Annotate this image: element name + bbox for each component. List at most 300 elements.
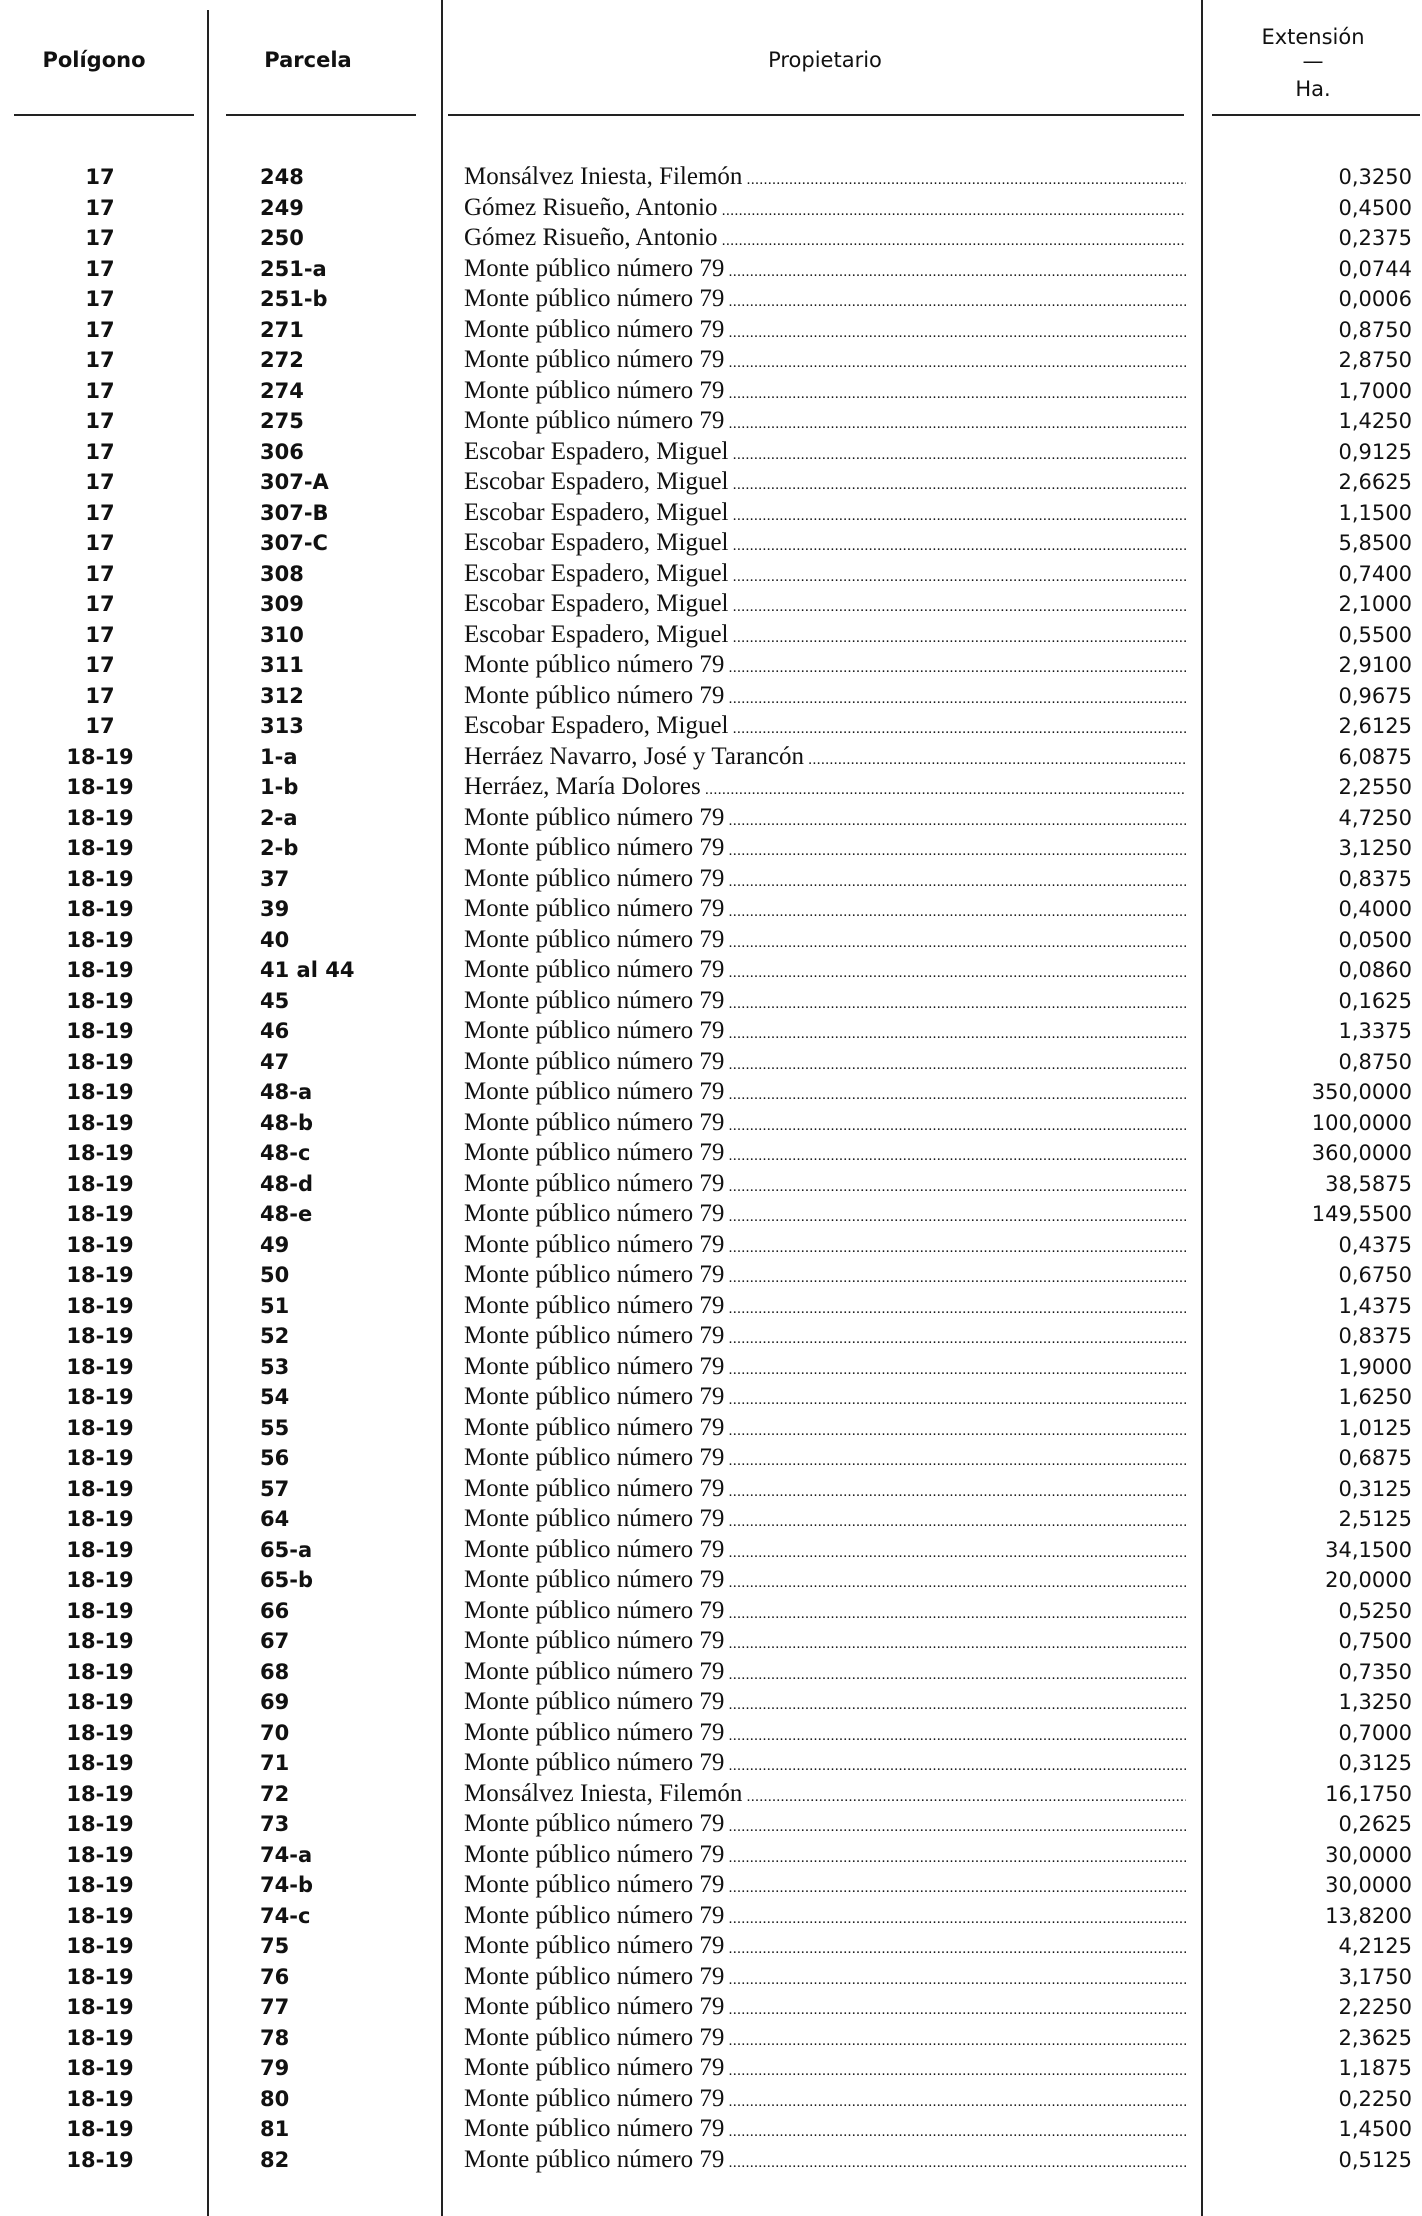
cell-poligono: 17 (85, 226, 115, 250)
cell-poligono: 17 (85, 195, 115, 220)
cell-parcela: 67 (260, 1629, 290, 1653)
cell-extension: 1,4500 (1338, 2117, 1412, 2141)
table-row (0, 1504, 1422, 1535)
cell-extension: 1,9000 (1338, 1354, 1412, 1379)
cell-propietario: Escobar Espadero, Miguel ..... (464, 498, 1186, 532)
cell-propietario: Monte público número 79 ..... (464, 681, 1186, 715)
cell-poligono: 17 (85, 256, 115, 281)
cell-propietario: Monte público número 79 ..... (464, 1504, 1186, 1538)
header-extension (1204, 22, 1422, 104)
cell-parcela: 53 (260, 1354, 290, 1379)
table-row (0, 193, 1422, 224)
table-row (0, 528, 1422, 559)
cell-extension: 4,7250 (1338, 805, 1412, 830)
cell-parcela: 272 (260, 348, 304, 372)
cell-propietario: Monte público número 79 ..... (464, 345, 1186, 379)
cell-extension: 2,3625 (1338, 2025, 1412, 2050)
header-rule (1212, 114, 1420, 116)
cell-poligono: 18-19 (66, 1690, 134, 1714)
cell-extension: 0,6875 (1338, 1446, 1412, 1470)
cell-poligono: 18-19 (66, 1659, 134, 1684)
cell-propietario: Monte público número 79 ..... (464, 1840, 1186, 1874)
table-row (0, 1626, 1422, 1657)
cell-poligono: 18-19 (66, 805, 134, 830)
cell-poligono: 17 (85, 348, 115, 372)
cell-extension: 2,5125 (1338, 1507, 1412, 1531)
cell-propietario: Monte público número 79 ..... (464, 1992, 1186, 2026)
header-rule (448, 114, 1184, 116)
table-row (0, 1962, 1422, 1993)
table-row (0, 742, 1422, 773)
cell-propietario: Herráez Navarro, José y Tarancón ..... (464, 742, 1186, 776)
cell-parcela: 2-a (260, 805, 298, 830)
cell-extension: 2,1000 (1338, 592, 1412, 616)
cell-poligono: 18-19 (66, 1263, 134, 1287)
table-row (0, 1931, 1422, 1962)
cell-extension: 0,1625 (1338, 988, 1412, 1013)
cell-extension: 1,4250 (1338, 409, 1412, 433)
cell-extension: 0,0744 (1338, 256, 1412, 281)
table-row (0, 376, 1422, 407)
header-extension-dash: — (1302, 49, 1324, 73)
cell-parcela: 309 (260, 592, 304, 616)
cell-propietario: Monte público número 79 ..... (464, 1230, 1186, 1264)
cell-parcela: 313 (260, 714, 304, 738)
table-row (0, 467, 1422, 498)
cell-parcela: 80 (260, 2086, 290, 2111)
cell-parcela: 71 (260, 1751, 290, 1775)
cell-extension: 1,3250 (1338, 1690, 1412, 1714)
cell-extension: 1,4375 (1338, 1293, 1412, 1318)
header-parcela: Parcela (264, 48, 352, 72)
table-row (0, 1596, 1422, 1627)
cell-parcela: 40 (260, 927, 290, 952)
cell-poligono: 18-19 (66, 1110, 134, 1135)
cell-propietario: Monte público número 79 ..... (464, 2023, 1186, 2057)
cell-extension: 2,8750 (1338, 348, 1412, 372)
cell-parcela: 51 (260, 1293, 290, 1318)
table-row (0, 1291, 1422, 1322)
header-extension-label: Extensión (1261, 25, 1365, 49)
cell-poligono: 17 (85, 500, 115, 525)
cell-poligono: 18-19 (66, 1354, 134, 1379)
cell-poligono: 17 (85, 378, 115, 403)
cell-extension: 0,4500 (1338, 195, 1412, 220)
cell-parcela: 251-a (260, 256, 327, 281)
table-row (0, 1657, 1422, 1688)
cell-propietario: Monte público número 79 ..... (464, 1108, 1186, 1142)
cell-parcela: 48-c (260, 1141, 311, 1165)
cell-extension: 0,0500 (1338, 927, 1412, 952)
table-row (0, 711, 1422, 742)
table-row (0, 1352, 1422, 1383)
cell-extension: 5,8500 (1338, 531, 1412, 555)
cell-propietario: Monte público número 79 ..... (464, 1474, 1186, 1508)
cell-extension: 0,8750 (1338, 1049, 1412, 1074)
table-row (0, 254, 1422, 285)
table-row (0, 620, 1422, 651)
cell-poligono: 18-19 (66, 927, 134, 952)
cell-extension: 1,0125 (1338, 1415, 1412, 1440)
cell-poligono: 17 (85, 409, 115, 433)
cell-parcela: 307-C (260, 531, 328, 555)
cell-poligono: 18-19 (66, 866, 134, 891)
table-row (0, 1779, 1422, 1810)
cell-parcela: 74-a (260, 1842, 313, 1867)
cell-propietario: Monte público número 79 ..... (464, 1169, 1186, 1203)
cell-parcela: 1-a (260, 744, 298, 769)
table-row (0, 1413, 1422, 1444)
cell-extension: 0,4000 (1338, 897, 1412, 921)
cell-parcela: 37 (260, 866, 290, 891)
cell-poligono: 18-19 (66, 1781, 134, 1806)
cell-propietario: Monte público número 79 ..... (464, 1138, 1186, 1172)
cell-parcela: 82 (260, 2147, 290, 2172)
cell-propietario: Monte público número 79 ..... (464, 1443, 1186, 1477)
cell-extension: 1,6250 (1338, 1385, 1412, 1409)
cell-extension: 2,2250 (1338, 1995, 1412, 2019)
cell-extension: 13,8200 (1325, 1903, 1412, 1928)
cell-extension: 20,0000 (1325, 1568, 1412, 1592)
cell-propietario: Monte público número 79 ..... (464, 955, 1186, 989)
header-extension-unit: Ha. (1295, 77, 1331, 101)
table-row (0, 1687, 1422, 1718)
cell-parcela: 49 (260, 1232, 290, 1257)
table-row (0, 1535, 1422, 1566)
cell-parcela: 249 (260, 195, 304, 220)
cell-propietario: Monte público número 79 ..... (464, 1809, 1186, 1843)
cell-poligono: 17 (85, 287, 115, 311)
cell-extension: 0,7000 (1338, 1720, 1412, 1745)
cell-extension: 360,0000 (1311, 1141, 1412, 1165)
cell-extension: 0,8375 (1338, 866, 1412, 891)
cell-extension: 16,1750 (1325, 1781, 1412, 1806)
cell-parcela: 73 (260, 1812, 290, 1836)
cell-parcela: 275 (260, 409, 304, 433)
cell-propietario: Monte público número 79 ..... (464, 2053, 1186, 2087)
cell-propietario: Monte público número 79 ..... (464, 1016, 1186, 1050)
cell-parcela: 39 (260, 897, 290, 921)
cell-propietario: Monte público número 79 ..... (464, 315, 1186, 349)
table-row (0, 1321, 1422, 1352)
table-row (0, 2145, 1422, 2176)
cell-poligono: 17 (85, 470, 115, 494)
cell-poligono: 17 (85, 561, 115, 586)
cell-parcela: 306 (260, 439, 304, 464)
cell-parcela: 78 (260, 2025, 290, 2050)
cell-propietario: Monte público número 79 ..... (464, 1321, 1186, 1355)
cell-poligono: 18-19 (66, 1385, 134, 1409)
cell-poligono: 18-19 (66, 744, 134, 769)
table-row (0, 1901, 1422, 1932)
cell-extension: 2,6625 (1338, 470, 1412, 494)
table-header (0, 0, 1422, 130)
cell-propietario: Monte público número 79 ..... (464, 650, 1186, 684)
table-row (0, 925, 1422, 956)
cell-poligono: 18-19 (66, 988, 134, 1013)
cell-poligono: 18-19 (66, 1232, 134, 1257)
cell-poligono: 18-19 (66, 1720, 134, 1745)
cell-parcela: 251-b (260, 287, 328, 311)
cell-propietario: Monte público número 79 ..... (464, 1077, 1186, 1111)
cell-propietario: Monte público número 79 ..... (464, 284, 1186, 318)
header-rule (14, 114, 194, 116)
table-row (0, 1718, 1422, 1749)
cell-extension: 1,7000 (1338, 378, 1412, 403)
table-row (0, 2053, 1422, 2084)
cell-poligono: 18-19 (66, 775, 134, 799)
cell-parcela: 248 (260, 165, 304, 189)
cell-propietario: Monte público número 79 ..... (464, 1687, 1186, 1721)
cell-poligono: 18-19 (66, 1934, 134, 1958)
cell-parcela: 271 (260, 317, 304, 342)
cell-propietario: Escobar Espadero, Miguel ..... (464, 528, 1186, 562)
table-row (0, 1230, 1422, 1261)
table-row (0, 803, 1422, 834)
cell-poligono: 17 (85, 622, 115, 647)
cell-parcela: 76 (260, 1964, 290, 1989)
cell-extension: 38,5875 (1325, 1171, 1412, 1196)
cell-parcela: 74-b (260, 1873, 313, 1897)
cell-poligono: 18-19 (66, 1537, 134, 1562)
cell-extension: 0,4375 (1338, 1232, 1412, 1257)
cell-extension: 1,1875 (1338, 2056, 1412, 2080)
cell-poligono: 17 (85, 592, 115, 616)
cell-poligono: 18-19 (66, 2025, 134, 2050)
cell-poligono: 17 (85, 714, 115, 738)
cell-extension: 30,0000 (1325, 1873, 1412, 1897)
table-row (0, 1169, 1422, 1200)
cell-poligono: 17 (85, 683, 115, 708)
cell-parcela: 77 (260, 1995, 290, 2019)
cell-extension: 34,1500 (1325, 1537, 1412, 1562)
cell-propietario: Monte público número 79 ..... (464, 986, 1186, 1020)
cell-propietario: Monte público número 79 ..... (464, 254, 1186, 288)
cell-propietario: Monte público número 79 ..... (464, 2114, 1186, 2148)
cell-poligono: 18-19 (66, 2086, 134, 2111)
table-row (0, 1260, 1422, 1291)
cell-propietario: Monte público número 79 ..... (464, 1260, 1186, 1294)
cell-parcela: 312 (260, 683, 304, 708)
cell-parcela: 70 (260, 1720, 290, 1745)
cell-propietario: Monte público número 79 ..... (464, 2145, 1186, 2179)
cell-propietario: Monte público número 79 ..... (464, 1962, 1186, 1996)
cell-parcela: 66 (260, 1598, 290, 1623)
cell-poligono: 17 (85, 165, 115, 189)
cell-extension: 0,2250 (1338, 2086, 1412, 2111)
cell-propietario: Escobar Espadero, Miguel ..... (464, 711, 1186, 745)
cell-parcela: 308 (260, 561, 304, 586)
cell-extension: 0,3125 (1338, 1476, 1412, 1501)
cell-poligono: 18-19 (66, 1080, 134, 1104)
cell-poligono: 18-19 (66, 1751, 134, 1775)
header-poligono: Polígono (42, 48, 146, 72)
cell-parcela: 274 (260, 378, 304, 403)
cell-extension: 0,5500 (1338, 622, 1412, 647)
cell-poligono: 18-19 (66, 1842, 134, 1867)
cell-parcela: 48-b (260, 1110, 313, 1135)
cell-extension: 30,0000 (1325, 1842, 1412, 1867)
cell-poligono: 18-19 (66, 1049, 134, 1074)
table-row (0, 2114, 1422, 2145)
cell-parcela: 55 (260, 1415, 290, 1440)
cell-poligono: 18-19 (66, 1293, 134, 1318)
cell-parcela: 48-a (260, 1080, 313, 1104)
table-row (0, 2023, 1422, 2054)
cell-extension: 2,9100 (1338, 653, 1412, 677)
cell-poligono: 18-19 (66, 1202, 134, 1226)
cell-extension: 4,2125 (1338, 1934, 1412, 1958)
cell-extension: 2,2550 (1338, 775, 1412, 799)
table-row (0, 1199, 1422, 1230)
cell-extension: 0,7400 (1338, 561, 1412, 586)
cell-poligono: 18-19 (66, 1141, 134, 1165)
cell-poligono: 18-19 (66, 2147, 134, 2172)
table-row (0, 1840, 1422, 1871)
cell-poligono: 18-19 (66, 1964, 134, 1989)
cell-propietario: Monte público número 79 ..... (464, 406, 1186, 440)
cell-poligono: 18-19 (66, 1995, 134, 2019)
table-row (0, 437, 1422, 468)
table-row (0, 1382, 1422, 1413)
cell-propietario: Monte público número 79 ..... (464, 864, 1186, 898)
cell-propietario: Monte público número 79 ..... (464, 1291, 1186, 1325)
cell-extension: 1,3375 (1338, 1019, 1412, 1043)
cell-extension: 0,7350 (1338, 1659, 1412, 1684)
cell-propietario: Monte público número 79 ..... (464, 1901, 1186, 1935)
cell-extension: 0,3250 (1338, 165, 1412, 189)
cell-poligono: 18-19 (66, 1598, 134, 1623)
cell-parcela: 57 (260, 1476, 290, 1501)
cell-parcela: 65-b (260, 1568, 313, 1592)
table-row (0, 284, 1422, 315)
cell-poligono: 18-19 (66, 1415, 134, 1440)
cell-propietario: Herráez, María Dolores ..... (464, 772, 1186, 806)
cell-propietario: Monte público número 79 ..... (464, 1413, 1186, 1447)
cell-propietario: Monte público número 79 ..... (464, 1565, 1186, 1599)
cell-parcela: 79 (260, 2056, 290, 2080)
cell-poligono: 18-19 (66, 1476, 134, 1501)
cell-extension: 2,6125 (1338, 714, 1412, 738)
table-row (0, 1809, 1422, 1840)
cell-parcela: 69 (260, 1690, 290, 1714)
cell-poligono: 17 (85, 653, 115, 677)
table-row (0, 1565, 1422, 1596)
cell-parcela: 74-c (260, 1903, 311, 1928)
cell-parcela: 250 (260, 226, 304, 250)
cell-poligono: 18-19 (66, 1568, 134, 1592)
cell-extension: 0,0006 (1338, 287, 1412, 311)
cell-propietario: Monte público número 79 ..... (464, 833, 1186, 867)
table-row (0, 1077, 1422, 1108)
table-row (0, 1443, 1422, 1474)
cell-extension: 0,5125 (1338, 2147, 1412, 2172)
cell-extension: 0,9675 (1338, 683, 1412, 708)
cell-parcela: 65-a (260, 1537, 313, 1562)
table-row (0, 1108, 1422, 1139)
cell-parcela: 50 (260, 1263, 290, 1287)
cell-propietario: Gómez Risueño, Antonio ..... (464, 223, 1186, 257)
cell-extension: 0,0860 (1338, 958, 1412, 982)
table-row (0, 1748, 1422, 1779)
cell-extension: 0,3125 (1338, 1751, 1412, 1775)
table-row (0, 894, 1422, 925)
cell-propietario: Escobar Espadero, Miguel ..... (464, 589, 1186, 623)
cell-poligono: 18-19 (66, 1903, 134, 1928)
cell-propietario: Monte público número 79 ..... (464, 803, 1186, 837)
table-row (0, 1870, 1422, 1901)
cell-propietario: Monte público número 79 ..... (464, 1535, 1186, 1569)
cell-propietario: Gómez Risueño, Antonio ..... (464, 193, 1186, 227)
table-body (0, 162, 1422, 2175)
table-row (0, 315, 1422, 346)
cell-poligono: 18-19 (66, 1019, 134, 1043)
cell-propietario: Monte público número 79 ..... (464, 1047, 1186, 1081)
cell-extension: 0,7500 (1338, 1629, 1412, 1653)
cell-propietario: Monte público número 79 ..... (464, 894, 1186, 928)
cell-parcela: 75 (260, 1934, 290, 1958)
cell-parcela: 68 (260, 1659, 290, 1684)
cell-parcela: 48-e (260, 1202, 313, 1226)
table-row (0, 772, 1422, 803)
table-row (0, 498, 1422, 529)
cell-poligono: 18-19 (66, 1873, 134, 1897)
table-row (0, 589, 1422, 620)
cell-extension: 0,5250 (1338, 1598, 1412, 1623)
cell-poligono: 17 (85, 439, 115, 464)
cell-extension: 149,5500 (1311, 1202, 1412, 1226)
cell-propietario: Monte público número 79 ..... (464, 2084, 1186, 2118)
cell-propietario: Monte público número 79 ..... (464, 1199, 1186, 1233)
cell-extension: 0,8750 (1338, 317, 1412, 342)
cell-propietario: Monte público número 79 ..... (464, 1382, 1186, 1416)
cell-propietario: Monte público número 79 ..... (464, 376, 1186, 410)
cell-parcela: 1-b (260, 775, 299, 799)
cell-parcela: 52 (260, 1324, 290, 1348)
cell-extension: 350,0000 (1311, 1080, 1412, 1104)
cell-propietario: Escobar Espadero, Miguel ..... (464, 559, 1186, 593)
table-row (0, 1016, 1422, 1047)
cell-propietario: Escobar Espadero, Miguel ..... (464, 437, 1186, 471)
cell-parcela: 54 (260, 1385, 290, 1409)
cell-poligono: 18-19 (66, 2056, 134, 2080)
cell-poligono: 18-19 (66, 836, 134, 860)
cell-extension: 1,1500 (1338, 500, 1412, 525)
cell-propietario: Monte público número 79 ..... (464, 1626, 1186, 1660)
cell-extension: 100,0000 (1311, 1110, 1412, 1135)
table-row (0, 345, 1422, 376)
table-row (0, 864, 1422, 895)
cell-propietario: Monte público número 79 ..... (464, 1352, 1186, 1386)
cell-extension: 0,2375 (1338, 226, 1412, 250)
cell-propietario: Monsálvez Iniesta, Filemón ..... (464, 162, 1186, 196)
cell-propietario: Monte público número 79 ..... (464, 1718, 1186, 1752)
cell-poligono: 18-19 (66, 1507, 134, 1531)
cell-parcela: 46 (260, 1019, 290, 1043)
table-row (0, 650, 1422, 681)
table-row (0, 559, 1422, 590)
cell-parcela: 56 (260, 1446, 290, 1470)
cell-parcela: 47 (260, 1049, 290, 1074)
cell-poligono: 18-19 (66, 1171, 134, 1196)
cell-poligono: 18-19 (66, 1629, 134, 1653)
cell-poligono: 18-19 (66, 1446, 134, 1470)
cell-parcela: 64 (260, 1507, 290, 1531)
cell-poligono: 18-19 (66, 958, 134, 982)
table-row (0, 2084, 1422, 2115)
cell-extension: 0,8375 (1338, 1324, 1412, 1348)
table-row (0, 681, 1422, 712)
